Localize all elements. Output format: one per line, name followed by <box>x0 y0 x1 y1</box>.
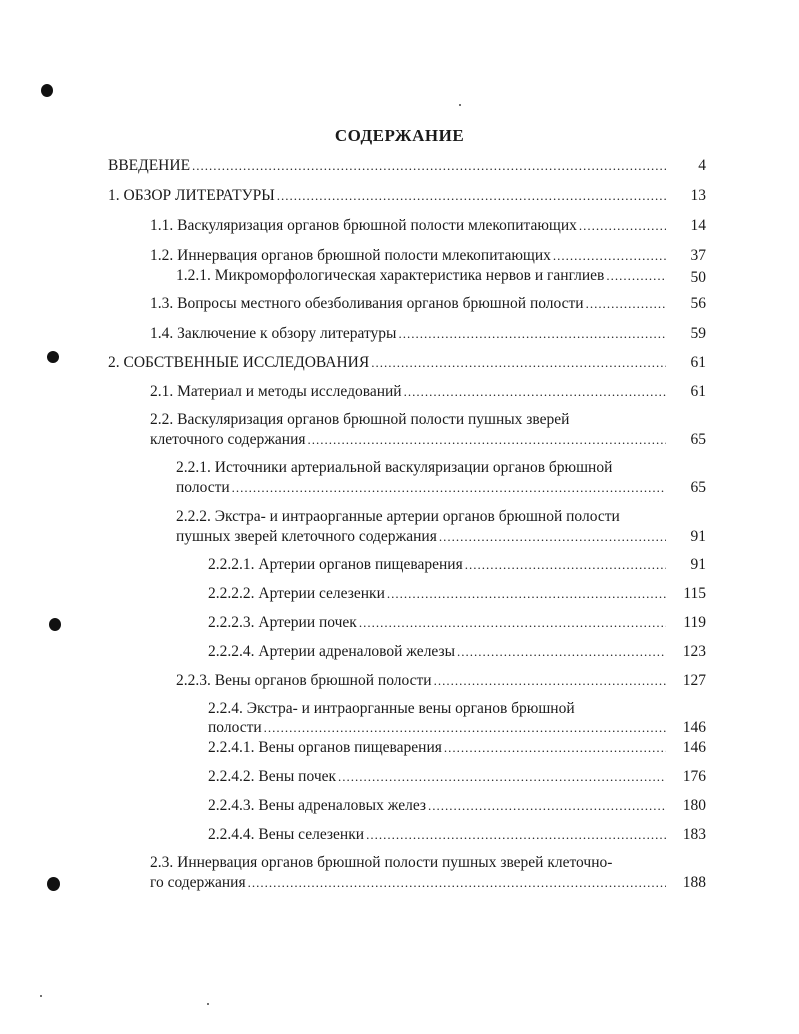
dot-leader <box>366 825 666 844</box>
toc-entry <box>208 718 668 737</box>
toc-entry-first-line: 2.2.4. Экстра- и интраорганные вены органов брюшной <box>208 700 575 717</box>
toc-page-number: 91 <box>690 528 706 545</box>
dot-leader <box>404 382 666 401</box>
toc-page-number: 59 <box>690 325 706 342</box>
toc-page-number: 119 <box>683 614 706 631</box>
toc-page-number: 56 <box>690 295 706 312</box>
toc-entry-text: полости <box>208 719 262 736</box>
toc-page-number: 65 <box>690 479 706 496</box>
dot-leader <box>606 266 666 285</box>
dot-leader <box>434 671 666 690</box>
toc-entry-text: 1. ОБЗОР ЛИТЕРАТУРЫ <box>108 187 275 204</box>
ink-speck <box>207 1003 209 1005</box>
toc-entry-text: клеточного содержания <box>150 431 306 448</box>
toc-entry-first-line: 2.2.1. Источники артериальной васкуляризации органов брюшной <box>176 459 613 476</box>
toc-page-number: 50 <box>690 269 706 286</box>
toc-entry <box>208 738 668 757</box>
toc-page-number: 37 <box>690 247 706 264</box>
dot-leader <box>579 216 666 235</box>
toc-page-number: 13 <box>690 187 706 204</box>
toc-entry-text: 2.2.4.4. Вены селезенки <box>208 826 365 843</box>
toc-entry <box>108 156 668 175</box>
ink-blot <box>41 84 53 97</box>
toc-entry <box>176 527 668 546</box>
toc-entry-first-line: 2.2.2. Экстра- и интраорганные артерии органов брюшной полости <box>176 508 620 525</box>
toc-page-number: 183 <box>682 826 706 843</box>
toc-entry <box>150 382 668 401</box>
toc-entry <box>150 294 668 313</box>
toc-page-number: 127 <box>682 672 706 689</box>
toc-entry-text: 1.2.1. Микроморфологическая характеристика нервов и ганглиев <box>176 267 605 284</box>
toc-entry-text: 1.4. Заключение к обзору литературы <box>150 325 397 342</box>
toc-entry-text: 1.2. Иннервация органов брюшной полости млекопитающих <box>150 247 551 264</box>
toc-entry-first-line: 2.3. Иннервация органов брюшной полости пушных зверей клеточно- <box>150 854 613 871</box>
toc-entry-text: 2.2.2.1. Артерии органов пищеварения <box>208 556 463 573</box>
page-title: СОДЕРЖАНИЕ <box>334 126 465 145</box>
dot-leader <box>277 186 666 205</box>
toc-page-number: 180 <box>682 797 706 814</box>
toc-entry <box>150 430 668 449</box>
toc-page-number: 146 <box>682 719 706 736</box>
toc-entry-text: го содержания <box>150 874 246 891</box>
toc-entry <box>208 796 668 815</box>
toc-page-number: 115 <box>683 585 706 602</box>
ink-blot <box>47 351 59 363</box>
dot-leader <box>338 767 666 786</box>
toc-entry-text: 2.2.2.4. Артерии адреналовой железы <box>208 643 456 660</box>
toc-entry-text: 2.2.4.1. Вены органов пищеварения <box>208 739 442 756</box>
toc-page-number: 65 <box>690 431 706 448</box>
toc-entry <box>150 324 668 343</box>
toc-entry <box>150 246 668 265</box>
toc-entry <box>176 671 668 690</box>
toc-entry <box>176 478 668 497</box>
dot-leader <box>248 873 666 892</box>
toc-entry <box>150 873 668 892</box>
dot-leader <box>586 294 666 313</box>
toc-page-number: 188 <box>682 874 706 891</box>
toc-entry-text: 2. СОБСТВЕННЫЕ ИССЛЕДОВАНИЯ <box>108 354 370 371</box>
toc-page-number: 61 <box>690 354 706 371</box>
toc-page-number: 61 <box>690 383 706 400</box>
toc-entry-text: 2.2.4.3. Вены адреналовых желез <box>208 797 427 814</box>
toc-entry <box>176 266 668 285</box>
toc-entry-text: ВВЕДЕНИЕ <box>108 157 191 174</box>
toc-entry <box>208 825 668 844</box>
dot-leader <box>439 527 666 546</box>
toc-entry-text: полости <box>176 479 230 496</box>
dot-leader <box>308 430 666 449</box>
toc-entry-text: 2.2.4.2. Вены почек <box>208 768 337 785</box>
dot-leader <box>232 478 666 497</box>
dot-leader <box>428 796 666 815</box>
dot-leader <box>457 642 666 661</box>
toc-entry <box>208 642 668 661</box>
toc-entry-text: 2.2.3. Вены органов брюшной полости <box>176 672 432 689</box>
toc-page-number: 176 <box>682 768 706 785</box>
toc-page-number: 91 <box>690 556 706 573</box>
toc-entry-text: 1.3. Вопросы местного обезболивания органов брюшной полости <box>150 295 584 312</box>
toc-entry <box>208 613 668 632</box>
toc-entry <box>208 584 668 603</box>
toc-page-number: 4 <box>698 157 706 174</box>
dot-leader <box>465 555 666 574</box>
toc-entry <box>208 555 668 574</box>
toc-entry-text: 1.1. Васкуляризация органов брюшной полости млекопитающих <box>150 217 577 234</box>
toc-page-number: 14 <box>690 217 706 234</box>
toc-entry <box>108 186 668 205</box>
dot-leader <box>553 246 666 265</box>
toc-entry <box>150 216 668 235</box>
dot-leader <box>444 738 666 757</box>
dot-leader <box>264 718 666 737</box>
dot-leader <box>359 613 666 632</box>
toc-page-number: 123 <box>682 643 706 660</box>
ink-blot <box>49 618 61 631</box>
toc-entry <box>208 767 668 786</box>
ink-speck <box>40 995 42 997</box>
toc-page-number: 146 <box>682 739 706 756</box>
toc-entry-text: 2.2.2.3. Артерии почек <box>208 614 357 631</box>
toc-entry-text: 2.2.2.2. Артерии селезенки <box>208 585 385 602</box>
ink-speck <box>459 104 461 106</box>
dot-leader <box>398 324 666 343</box>
dot-leader <box>371 353 666 372</box>
ink-blot <box>47 877 60 891</box>
toc-entry <box>108 353 668 372</box>
dot-leader <box>192 156 666 175</box>
dot-leader <box>387 584 666 603</box>
toc-entry-text: 2.1. Материал и методы исследований <box>150 383 402 400</box>
toc-entry-first-line: 2.2. Васкуляризация органов брюшной полости пушных зверей <box>150 411 570 428</box>
toc-entry-text: пушных зверей клеточного содержания <box>176 528 437 545</box>
